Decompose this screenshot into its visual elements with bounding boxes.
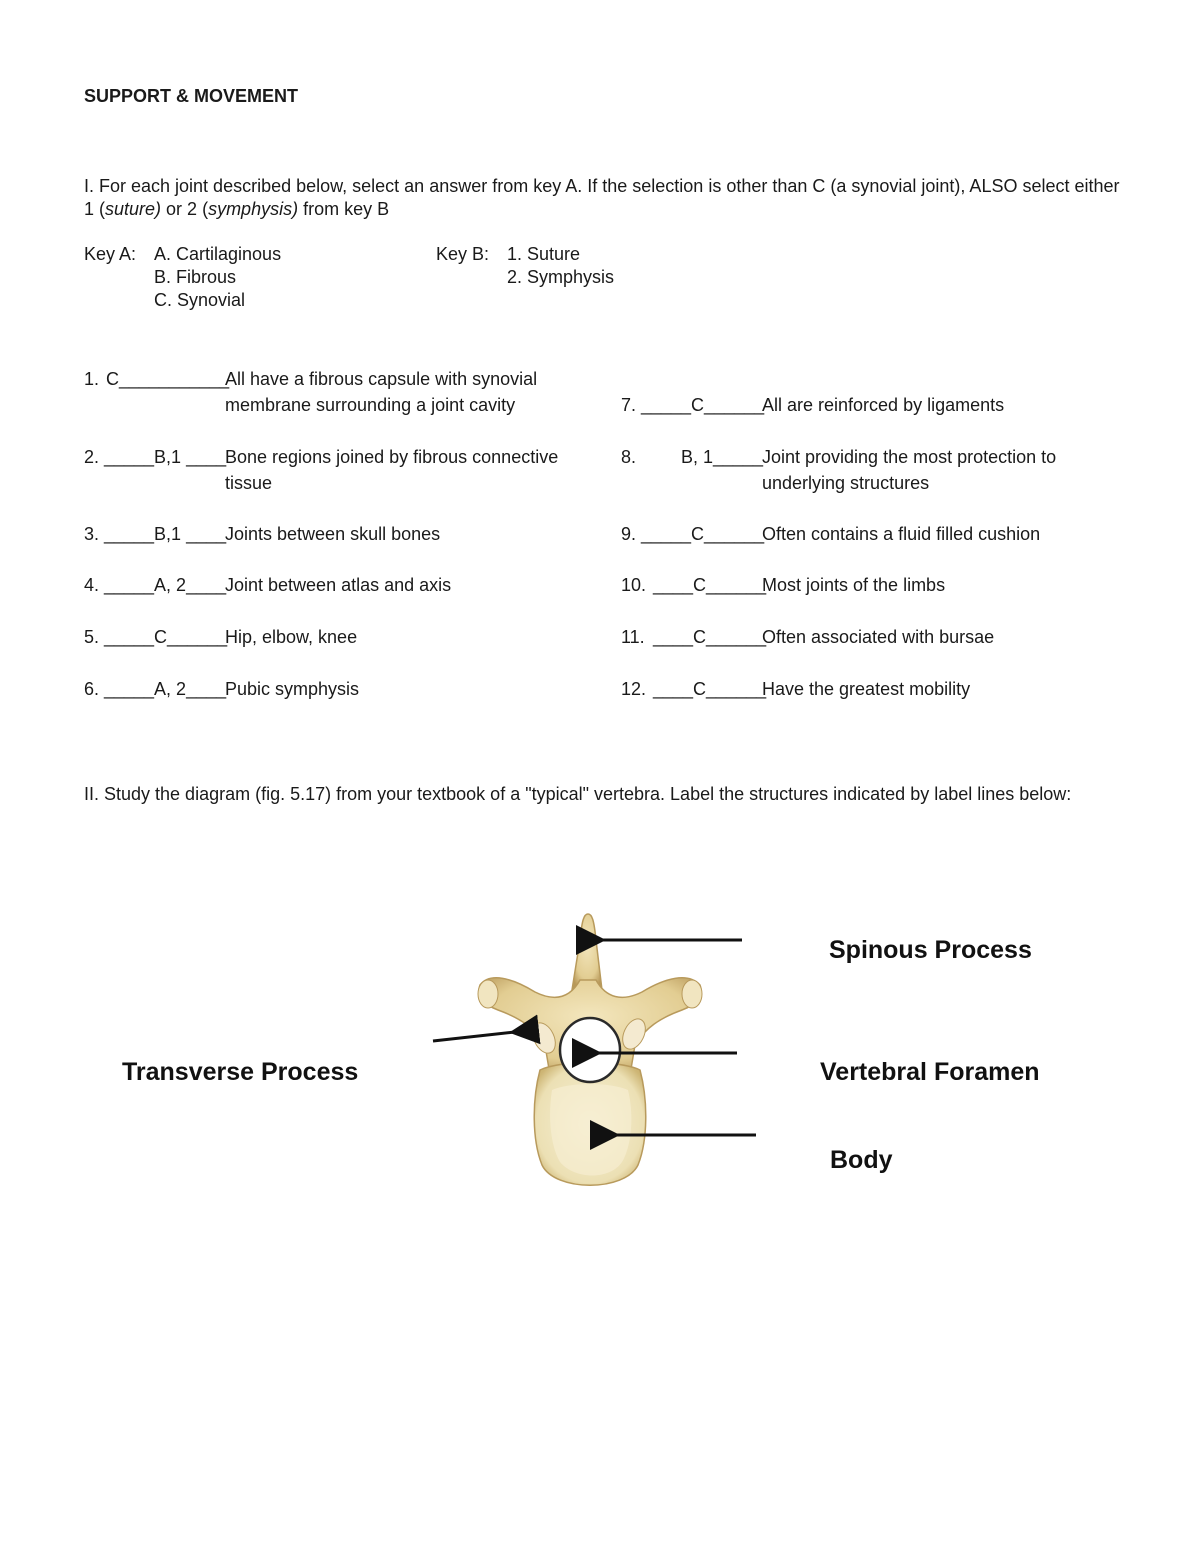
question-text: Joints between skull bones	[225, 524, 441, 544]
question-text: Most joints of the limbs	[762, 575, 946, 595]
question-number: 11.	[621, 627, 645, 647]
key-a-item: C. Synovial	[154, 290, 246, 310]
question-text: Hip, elbow, knee	[225, 627, 358, 647]
question-text: tissue	[225, 473, 273, 493]
answer-blank: C___________	[106, 369, 230, 389]
key-a-item: B. Fibrous	[154, 267, 237, 287]
question-text: Often associated with bursae	[762, 627, 995, 647]
question-number: 7.	[621, 395, 637, 415]
section1-instruction: I. For each joint described below, select an answer from key A. If the selection is other than C (a synovial joint), ALSO select either 1 (suture) or 2 (symphysis) from key B	[84, 176, 1120, 219]
answer-blank: B, 1_____	[681, 447, 764, 467]
question-text: underlying structures	[762, 473, 930, 493]
answer-blank: _____C______	[104, 627, 228, 647]
label-body: Body	[830, 1146, 893, 1174]
question-text: Joint between atlas and axis	[225, 575, 452, 595]
question-text: Joint providing the most protection to	[762, 447, 1057, 467]
label-spinous-process: Spinous Process	[829, 936, 1032, 964]
question-text: Bone regions joined by fibrous connective	[225, 447, 559, 467]
question-number: 4.	[84, 575, 100, 595]
arrow-transverse	[433, 1032, 515, 1041]
key-a-item: A. Cartilaginous	[154, 244, 282, 264]
answer-blank: _____B,1 ____	[104, 447, 227, 467]
key-b-item: 2. Symphysis	[507, 267, 615, 287]
answer-blank: _____A, 2____	[104, 679, 227, 699]
question-text: Often contains a fluid filled cushion	[762, 524, 1041, 544]
answer-blank: _____C______	[641, 524, 765, 544]
answer-blank: _____B,1 ____	[104, 524, 227, 544]
answer-blank: ____C______	[653, 679, 767, 699]
question-text: Have the greatest mobility	[762, 679, 971, 699]
key-b-item: 1. Suture	[507, 244, 581, 264]
question-number: 5.	[84, 627, 100, 647]
question-text: All have a fibrous capsule with synovial	[225, 369, 538, 389]
question-number: 9.	[621, 524, 637, 544]
answer-blank: _____A, 2____	[104, 575, 227, 595]
answer-blank: ____C______	[653, 575, 767, 595]
answer-blank: _____C______	[641, 395, 765, 415]
question-number: 12.	[621, 679, 647, 699]
label-transverse-process: Transverse Process	[122, 1058, 359, 1086]
question-number: 2.	[84, 447, 100, 467]
label-vertebral-foramen: Vertebral Foramen	[820, 1058, 1040, 1086]
question-number: 1.	[84, 369, 100, 389]
section2-instruction: II. Study the diagram (fig. 5.17) from your textbook of a "typical" vertebra. Label the structures indicated by label lines below:	[84, 784, 1072, 804]
question-text: Pubic symphysis	[225, 679, 360, 699]
question-text: All are reinforced by ligaments	[762, 395, 1005, 415]
answer-blank: ____C______	[653, 627, 767, 647]
question-number: 6.	[84, 679, 100, 699]
key-b-label: Key B:	[436, 244, 490, 264]
key-a-label: Key A:	[84, 244, 137, 264]
question-number: 3.	[84, 524, 100, 544]
page-title: SUPPORT & MOVEMENT	[84, 86, 299, 106]
question-text: membrane surrounding a joint cavity	[225, 395, 516, 415]
question-number: 8.	[621, 447, 637, 467]
question-number: 10.	[621, 575, 647, 595]
